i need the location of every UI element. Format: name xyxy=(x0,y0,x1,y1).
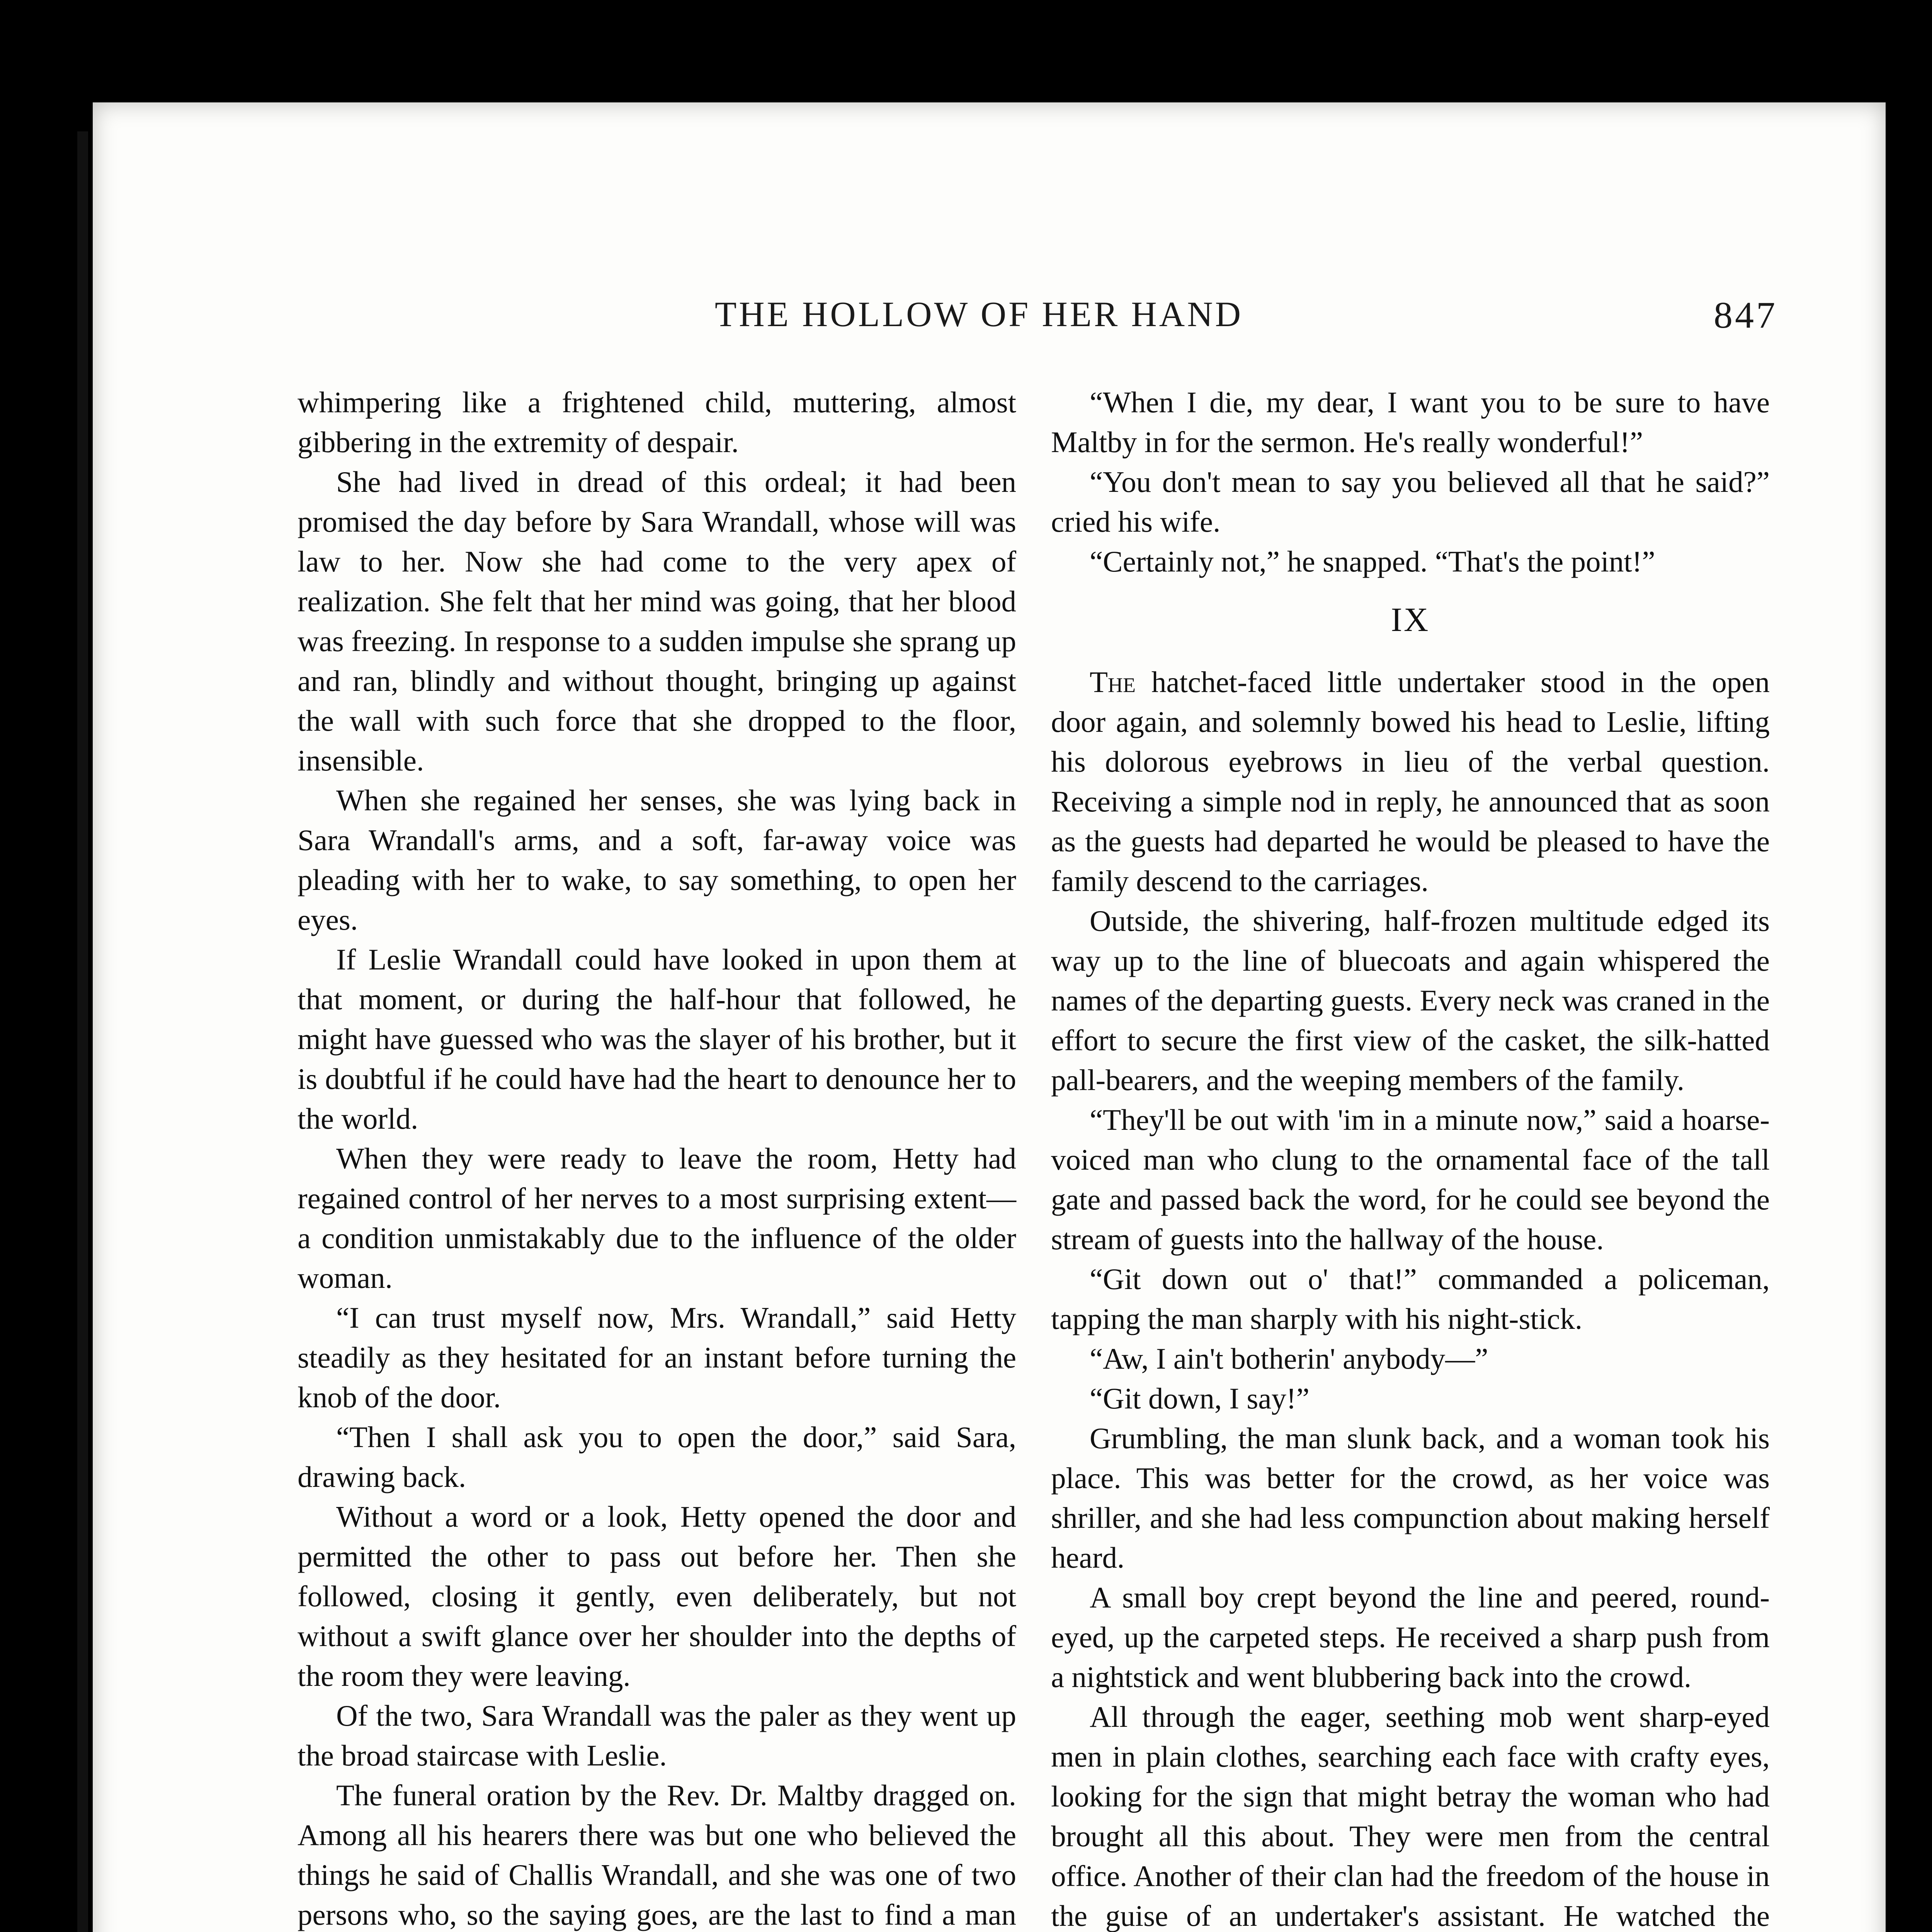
paragraph: “They'll be out with 'im in a minute now,” said a hoarse-voiced man who clung to the ornamental face of the tall gate and passed back the word, for he could see beyond the stream of guests into the hallway of the house. xyxy=(1051,1103,1770,1256)
paragraph: Of the two, Sara Wrandall was the paler as they went up the broad staircase with Leslie. xyxy=(298,1699,1016,1772)
paragraph: She had lived in dread of this ordeal; it had been promised the day before by Sara Wrandall, whose will was law to her. Now she had come to the very apex of realization. She felt that her mind was going, that her blood was freezing. In response to a sudden impulse she sprang up and ran, blindly and without thought, bringing up against the wall with such force that she dropped to the floor, insensible. xyxy=(298,465,1016,777)
paragraph: Outside, the shivering, half-frozen multitude edged its way up to the line of bluecoats and again whispered the names of the departing guests. Every neck was craned in the effort to secure the first view of the casket, the silk-hatted pall-bearers, and the weeping members of the family. xyxy=(1051,904,1770,1097)
paragraph: “When I die, my dear, I want you to be sure to have Maltby in for the sermon. He's really wonderful!” xyxy=(1051,386,1770,459)
right-column xyxy=(1051,383,1770,1932)
paragraph: When she regained her senses, she was lying back in Sara Wrandall's arms, and a soft, far-away voice was pleading with her to wake, to say something, to open her eyes. xyxy=(298,784,1016,936)
page-number: 847 xyxy=(1714,294,1777,336)
paragraph: “You don't mean to say you believed all that he said?” cried his wife. xyxy=(1051,465,1770,538)
paragraph: If Leslie Wrandall could have looked in upon them at that moment, or during the half-hour that followed, he might have guessed who was the slayer of his brother, but it is doubtful if he could have had the heart to denounce her to the world. xyxy=(298,943,1016,1135)
paragraph: “Git down, I say!” xyxy=(1090,1382,1310,1415)
left-column xyxy=(298,383,1016,1932)
paragraph-text: hatchet-faced little undertaker stood in the open door again, and solemnly bowed his head to Leslie, lifting his dolorous eyebrows in lieu of the verbal question. Receiving a simple nod in reply, he announced that as soon as the guests had departed he would be pleased to have the family descend to the carriages. xyxy=(1051,665,1770,898)
paragraph: whimpering like a frightened child, muttering, almost gibbering in the extremity of despair. xyxy=(298,386,1016,459)
chapter-heading: IX xyxy=(1391,601,1430,639)
paragraph: When they were ready to leave the room, Hetty had regained control of her nerves to a most surprising extent—a condition unmistakably due to the influence of the older woman. xyxy=(298,1142,1016,1294)
paragraph: “Aw, I ain't botherin' anybody—” xyxy=(1090,1342,1488,1375)
running-header xyxy=(715,294,1777,340)
drop-word: The xyxy=(1090,665,1136,699)
paragraph: “Certainly not,” he snapped. “That's the point!” xyxy=(1090,545,1655,578)
paragraph: “Then I shall ask you to open the door,” said Sara, drawing back. xyxy=(298,1420,1016,1493)
chapter-opening-paragraph xyxy=(1051,662,1770,901)
running-title: THE HOLLOW OF HER HAND xyxy=(715,294,1243,334)
paragraph: The funeral oration by the Rev. Dr. Maltby dragged on. Among all his hearers there was but one who believed the things he said of Challis Wrandall, and she was one of two persons who, so the saying goes, are the last to find a man xyxy=(298,1779,1016,1931)
paragraph: A small boy crept beyond the line and peered, round-eyed, up the carpeted steps. He received a sharp push from a nightstick and went blubbering back into the crowd. xyxy=(1051,1581,1770,1694)
paragraph: “Git down out o' that!” commanded a policeman, tapping the man sharply with his night-stick. xyxy=(1051,1262,1770,1335)
book-spine-shadow xyxy=(77,131,88,1932)
paragraph: All through the eager, seething mob went sharp-eyed men in plain clothes, searching each face with crafty eyes, looking for the sign that might betray the woman who had brought all this about. They were men from the central office. Another of their clan had the freedom of the house in the guise of an undertaker's assistant. He watched the xyxy=(1051,1700,1770,1932)
paragraph: Grumbling, the man slunk back, and a woman took his place. This was better for the crowd, as her voice was shriller, and she had less compunction about making herself heard. xyxy=(1051,1422,1770,1574)
paragraph: “I can trust myself now, Mrs. Wrandall,” said Hetty steadily as they hesitated for an instant before turning the knob of the door. xyxy=(298,1301,1016,1414)
paragraph: Without a word or a look, Hetty opened the door and permitted the other to pass out before her. Then she followed, closing it gently, even deliberately, but not without a swift glance over her shoulder into the depths of the room they were leaving. xyxy=(298,1500,1016,1692)
